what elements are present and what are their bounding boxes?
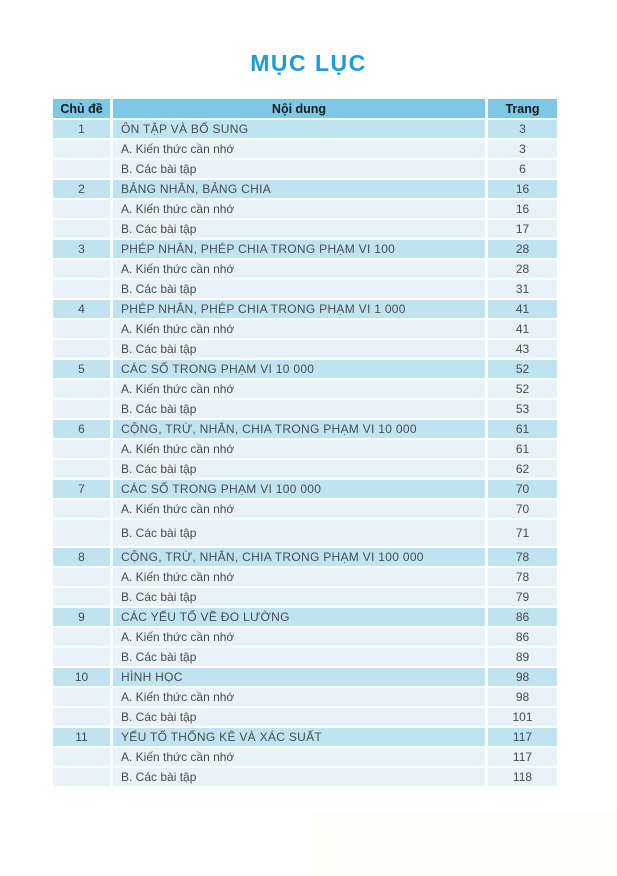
page-number-cell: 16 [485, 180, 557, 198]
page-number-cell: 78 [485, 568, 557, 586]
content-cell: A. Kiến thức cần nhớ [110, 688, 485, 706]
toc-row-sub [53, 588, 557, 606]
toc-row-sub [53, 200, 557, 218]
toc-row-sub [53, 380, 557, 398]
toc-row-chapter [53, 548, 557, 566]
content-cell: A. Kiến thức cần nhớ [110, 628, 485, 646]
chapter-number-cell [53, 708, 110, 726]
content-cell: ÔN TẬP VÀ BỔ SUNG [110, 120, 485, 138]
chapter-number-cell [53, 768, 110, 786]
page-number-cell: 61 [485, 440, 557, 458]
toc-row-chapter [53, 420, 557, 438]
content-cell: B. Các bài tập [110, 648, 485, 666]
chapter-number-cell [53, 440, 110, 458]
chapter-number-cell [53, 588, 110, 606]
page-number-cell: 78 [485, 548, 557, 566]
toc-row-chapter [53, 668, 557, 686]
chapter-number-cell: 11 [53, 728, 110, 746]
page-number-cell: 98 [485, 688, 557, 706]
toc-row-sub [53, 568, 557, 586]
page-title: MỤC LỤC [250, 50, 367, 76]
chapter-number-cell [53, 748, 110, 766]
page-number-cell: 118 [485, 768, 557, 786]
header-page: Trang [485, 99, 557, 118]
content-cell: A. Kiến thức cần nhớ [110, 500, 485, 518]
toc-row-sub [53, 260, 557, 278]
header-topic: Chủ đề [53, 99, 110, 118]
page-number-cell: 61 [485, 420, 557, 438]
chapter-number-cell [53, 260, 110, 278]
toc-row-chapter [53, 300, 557, 318]
toc-row-chapter [53, 480, 557, 498]
chapter-number-cell [53, 340, 110, 358]
chapter-number-cell: 6 [53, 420, 110, 438]
page-number-cell: 6 [485, 160, 557, 178]
toc-row-sub [53, 628, 557, 646]
toc-row-sub [53, 768, 557, 786]
chapter-number-cell: 7 [53, 480, 110, 498]
page-number-cell: 3 [485, 120, 557, 138]
content-cell: PHÉP NHÂN, PHÉP CHIA TRONG PHẠM VI 1 000 [110, 300, 485, 318]
page-number-cell: 86 [485, 608, 557, 626]
chapter-number-cell [53, 200, 110, 218]
page-number-cell: 53 [485, 400, 557, 418]
content-cell: A. Kiến thức cần nhớ [110, 140, 485, 158]
chapter-number-cell [53, 520, 110, 546]
chapter-number-cell [53, 400, 110, 418]
toc-row-chapter [53, 728, 557, 746]
chapter-number-cell [53, 688, 110, 706]
page-number-cell: 41 [485, 320, 557, 338]
content-cell: A. Kiến thức cần nhớ [110, 440, 485, 458]
toc-row-sub [53, 160, 557, 178]
chapter-number-cell [53, 628, 110, 646]
page-number-cell: 89 [485, 648, 557, 666]
page-number-cell: 62 [485, 460, 557, 478]
chapter-number-cell: 9 [53, 608, 110, 626]
page-number-cell: 71 [485, 520, 557, 546]
page-number-cell: 41 [485, 300, 557, 318]
toc-row-sub [53, 440, 557, 458]
chapter-number-cell [53, 280, 110, 298]
toc-table [53, 97, 557, 788]
content-cell: B. Các bài tập [110, 588, 485, 606]
content-cell: A. Kiến thức cần nhớ [110, 748, 485, 766]
chapter-number-cell: 2 [53, 180, 110, 198]
content-cell: PHÉP NHÂN, PHÉP CHIA TRONG PHẠM VI 100 [110, 240, 485, 258]
toc-row-sub [53, 500, 557, 518]
content-cell: A. Kiến thức cần nhớ [110, 320, 485, 338]
content-cell: A. Kiến thức cần nhớ [110, 200, 485, 218]
toc-row-sub [53, 140, 557, 158]
toc-row-sub [53, 400, 557, 418]
content-cell: B. Các bài tập [110, 160, 485, 178]
page-number-cell: 117 [485, 728, 557, 746]
content-cell: YẾU TỐ THỐNG KÊ VÀ XÁC SUẤT [110, 728, 485, 746]
chapter-number-cell: 5 [53, 360, 110, 378]
content-cell: CỘNG, TRỪ, NHÂN, CHIA TRONG PHẠM VI 10 000 [110, 420, 485, 438]
toc-row-sub [53, 280, 557, 298]
page-number-cell: 52 [485, 380, 557, 398]
chapter-number-cell [53, 380, 110, 398]
content-cell: B. Các bài tập [110, 460, 485, 478]
content-cell: B. Các bài tập [110, 220, 485, 238]
toc-row-chapter [53, 120, 557, 138]
content-cell: B. Các bài tập [110, 400, 485, 418]
page-number-cell: 86 [485, 628, 557, 646]
content-cell: CỘNG, TRỪ, NHÂN, CHIA TRONG PHẠM VI 100 000 [110, 548, 485, 566]
page-number-cell: 70 [485, 480, 557, 498]
chapter-number-cell [53, 568, 110, 586]
content-cell: B. Các bài tập [110, 768, 485, 786]
chapter-number-cell [53, 648, 110, 666]
page-number-cell: 52 [485, 360, 557, 378]
content-cell: B. Các bài tập [110, 520, 485, 546]
page-number-cell: 79 [485, 588, 557, 606]
toc-row-chapter [53, 240, 557, 258]
page-number-cell: 31 [485, 280, 557, 298]
page-number-cell: 17 [485, 220, 557, 238]
chapter-number-cell [53, 140, 110, 158]
content-cell: CÁC SỐ TRONG PHẠM VI 100 000 [110, 480, 485, 498]
content-cell: A. Kiến thức cần nhớ [110, 568, 485, 586]
content-cell: CÁC SỐ TRONG PHẠM VI 10 000 [110, 360, 485, 378]
page-number-cell: 16 [485, 200, 557, 218]
toc-body [53, 120, 557, 786]
chapter-number-cell: 4 [53, 300, 110, 318]
chapter-number-cell: 1 [53, 120, 110, 138]
toc-row-chapter [53, 608, 557, 626]
toc-row-sub [53, 748, 557, 766]
chapter-number-cell [53, 500, 110, 518]
content-cell: CÁC YẾU TỐ VỀ ĐO LƯỜNG [110, 608, 485, 626]
toc-row-sub [53, 460, 557, 478]
chapter-number-cell: 10 [53, 668, 110, 686]
header-content: Nội dung [110, 99, 485, 118]
page-number-cell: 28 [485, 260, 557, 278]
chapter-number-cell [53, 460, 110, 478]
table-header-row [53, 99, 557, 118]
toc-row-sub [53, 220, 557, 238]
content-cell: A. Kiến thức cần nhớ [110, 260, 485, 278]
content-cell: B. Các bài tập [110, 340, 485, 358]
page-number-cell: 3 [485, 140, 557, 158]
scan-artifact-shading [312, 813, 617, 876]
page-number-cell: 70 [485, 500, 557, 518]
chapter-number-cell: 8 [53, 548, 110, 566]
content-cell: B. Các bài tập [110, 708, 485, 726]
toc-row-sub [53, 340, 557, 358]
page-number-cell: 43 [485, 340, 557, 358]
toc-row-chapter [53, 180, 557, 198]
content-cell: A. Kiến thức cần nhớ [110, 380, 485, 398]
content-cell: BẢNG NHÂN, BẢNG CHIA [110, 180, 485, 198]
toc-row-sub [53, 708, 557, 726]
chapter-number-cell [53, 220, 110, 238]
page-number-cell: 117 [485, 748, 557, 766]
chapter-number-cell [53, 320, 110, 338]
toc-row-sub [53, 688, 557, 706]
page-number-cell: 28 [485, 240, 557, 258]
page-number-cell: 101 [485, 708, 557, 726]
chapter-number-cell [53, 160, 110, 178]
toc-row-sub [53, 648, 557, 666]
page-number-cell: 98 [485, 668, 557, 686]
chapter-number-cell: 3 [53, 240, 110, 258]
content-cell: B. Các bài tập [110, 280, 485, 298]
toc-row-sub [53, 520, 557, 546]
toc-row-chapter [53, 360, 557, 378]
toc-row-sub [53, 320, 557, 338]
content-cell: HÌNH HỌC [110, 668, 485, 686]
